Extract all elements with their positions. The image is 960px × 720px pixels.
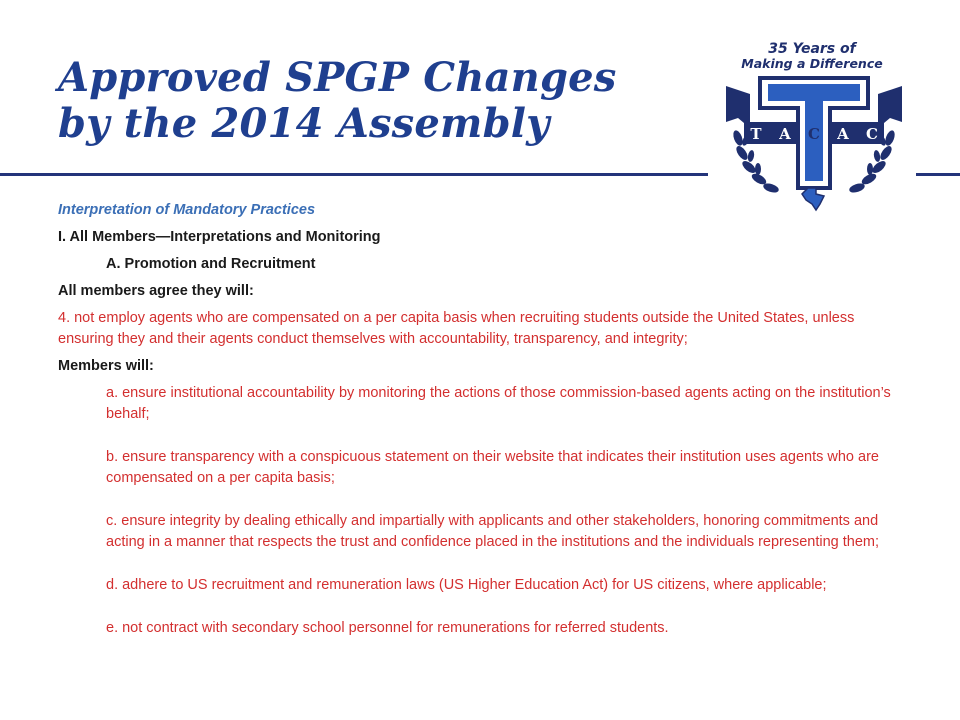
logo-letter-1: T: [750, 125, 762, 143]
logo-letter-2: A: [779, 125, 791, 143]
logo-letter-5: C: [866, 125, 878, 143]
title-line-1: Approved SPGP Changes: [58, 54, 617, 101]
slide-title: [58, 55, 617, 147]
item-4: 4. not employ agents who are compensated on a per capita basis when recruiting students outside the United States, unless ensuring they and their agents conduct themselves with accountability, transparency, and integrity;: [58, 310, 855, 347]
logo-tagline-2: Making a Difference: [741, 56, 883, 71]
item-a: a. ensure institutional accountability by monitoring the actions of those commission-based agents acting on the institution’s behalf;: [106, 385, 891, 422]
logo-letter-3: C: [808, 125, 820, 143]
title-line-2: by the 2014 Assembly: [58, 100, 550, 147]
item-c: c. ensure integrity by dealing ethically and impartially with applicants and other stakeholders, honoring commitments and acting in a manner that respects the trust and confidence placed in the institutions and the individuals representing them;: [106, 513, 879, 550]
item-e: e. not contract with secondary school personnel for remunerations for referred students.: [106, 620, 669, 636]
members-will-heading: Members will:: [58, 358, 154, 374]
item-d: d. adhere to US recruitment and remuneration laws (US Higher Education Act) for US citizens, where applicable;: [106, 577, 827, 593]
subhead: Interpretation of Mandatory Practices: [58, 202, 316, 218]
logo-tagline-1: 35 Years of: [768, 41, 856, 57]
tacac-logo: [716, 38, 916, 218]
item-b: b. ensure transparency with a conspicuous statement on their website that indicates their institution uses agents who are compensated on a per capita basis;: [106, 449, 879, 486]
section-heading: I. All Members—Interpretations and Monitoring: [58, 229, 381, 245]
title-rule-right: [916, 173, 960, 176]
subsection-heading: A. Promotion and Recruitment: [106, 256, 316, 272]
slide-body: [58, 200, 903, 639]
title-rule-left: [0, 173, 708, 176]
logo-ribbon: [726, 86, 750, 128]
logo-letter-4: A: [837, 125, 849, 143]
agree-heading: All members agree they will:: [58, 283, 254, 299]
